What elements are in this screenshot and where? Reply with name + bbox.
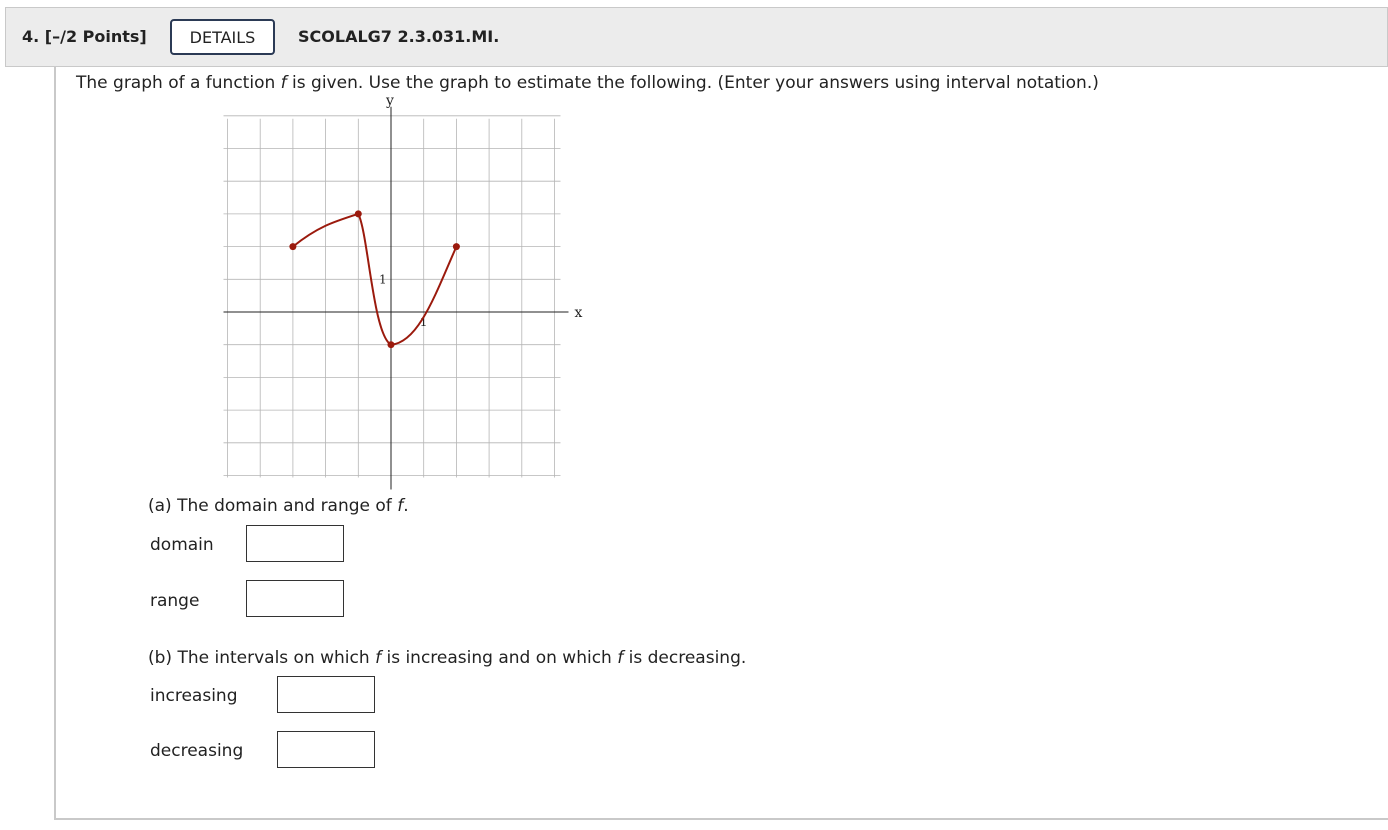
y-axis-label: y — [386, 92, 394, 109]
x-axis-label: x — [574, 305, 583, 321]
increasing-input[interactable] — [277, 676, 375, 713]
question-prompt — [76, 73, 1099, 93]
domain-input[interactable] — [246, 525, 344, 562]
decreasing-input[interactable] — [277, 731, 375, 768]
grid-lines — [224, 116, 561, 478]
part-a-var-f: f — [397, 496, 404, 516]
curve-point — [289, 243, 296, 250]
part-b-var-f-2: f — [617, 648, 624, 668]
curve-point — [388, 341, 395, 348]
part-b-var-f-1: f — [375, 648, 382, 668]
part-a-text-end: . — [403, 496, 409, 516]
curve-point — [355, 210, 362, 217]
x-tick-label: 1 — [419, 315, 428, 329]
decreasing-label: decreasing — [150, 741, 244, 761]
part-a-prompt — [148, 496, 409, 516]
part-a-text-start: (a) The domain and range of — [148, 496, 398, 516]
range-label: range — [150, 591, 200, 611]
part-b-text-end: is decreasing. — [623, 648, 747, 668]
question-header — [5, 7, 1388, 67]
prompt-text-start: The graph of a function — [76, 73, 281, 93]
part-b-prompt — [148, 648, 746, 668]
prompt-var-f: f — [280, 73, 287, 93]
prompt-text-end: is given. Use the graph to estimate the following. (Enter your answers using interval notation.) — [286, 73, 1099, 93]
domain-label: domain — [150, 535, 214, 555]
y-tick-label: 1 — [379, 272, 387, 287]
curve-point — [453, 243, 460, 250]
details-button[interactable]: DETAILS — [170, 19, 275, 55]
problem-code: SCOLALG7 2.3.031.MI. — [298, 27, 500, 46]
range-input[interactable] — [246, 580, 344, 617]
increasing-label: increasing — [150, 686, 238, 706]
function-graph — [210, 92, 590, 485]
part-b-text-mid: is increasing and on which — [381, 648, 618, 668]
question-number: 4. [–/2 Points] — [22, 27, 147, 46]
part-b-text-start: (b) The intervals on which — [148, 648, 376, 668]
